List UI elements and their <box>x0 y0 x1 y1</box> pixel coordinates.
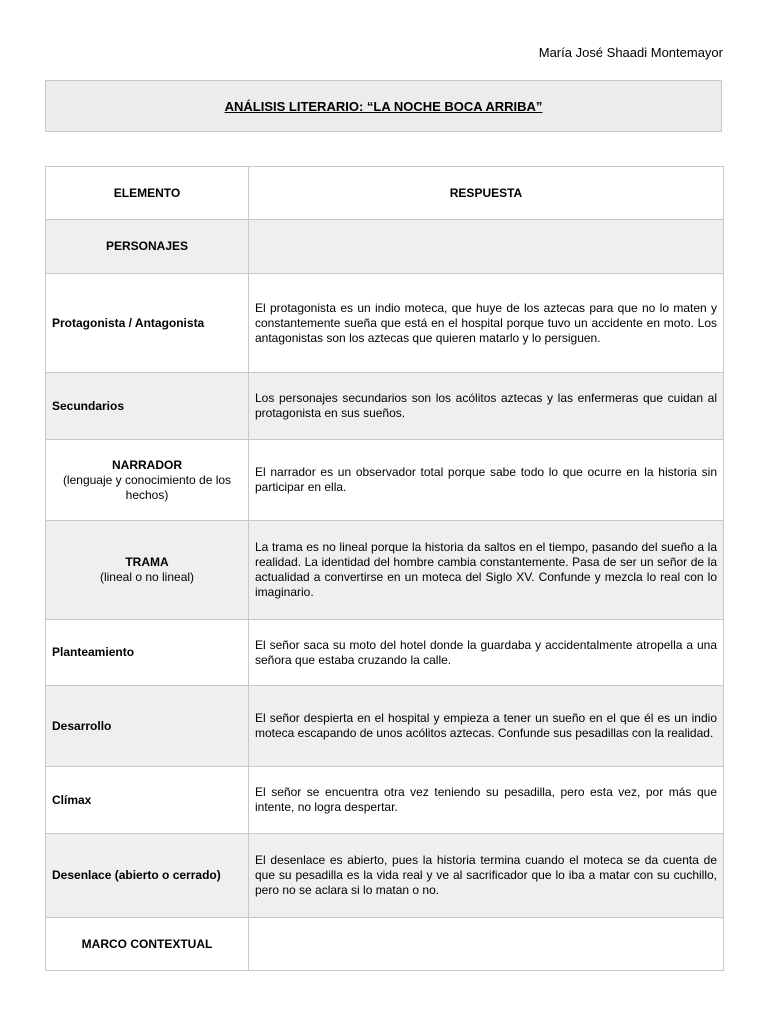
element-label: Secundarios <box>52 398 125 413</box>
row-element <box>46 620 249 686</box>
header-element: ELEMENTO <box>46 167 249 220</box>
table-row <box>46 767 724 834</box>
row-answer: El señor se encuentra otra vez teniendo su pesadilla, pero esta vez, por más que intente, no logra despertar. <box>249 767 724 834</box>
element-sublabel: (lineal o no lineal) <box>99 570 195 584</box>
row-answer: Los personajes secundarios son los acólitos aztecas y las enfermeras que cuidan al protagonista en sus sueños. <box>249 373 724 440</box>
header-answer: RESPUESTA <box>249 167 724 220</box>
table-row <box>46 220 724 274</box>
element-label: PERSONAJES <box>105 239 189 253</box>
element-sublabel: (lenguaje y conocimiento de los hechos) <box>62 472 232 502</box>
row-element <box>46 834 249 918</box>
row-element <box>46 440 249 521</box>
element-label: MARCO CONTEXTUAL <box>81 936 213 951</box>
table-row <box>46 620 724 686</box>
row-answer: El protagonista es un indio moteca, que huye de los aztecas para que no lo maten y constantemente sueña que está en el hospital porque tuvo un accidente en moto. Los antagonistas son los aztecas que quieren matarlo y lo persiguen. <box>249 274 724 373</box>
element-label: Desarrollo <box>52 718 112 733</box>
table-row <box>46 274 724 373</box>
element-label: NARRADOR <box>112 457 182 472</box>
row-answer <box>249 220 724 274</box>
row-answer <box>249 918 724 971</box>
page-title: ANÁLISIS LITERARIO: “LA NOCHE BOCA ARRIBA” <box>224 98 543 114</box>
element-label: Clímax <box>52 792 92 807</box>
table-row <box>46 373 724 440</box>
row-element <box>46 767 249 834</box>
table-row <box>46 918 724 971</box>
row-answer: El señor saca su moto del hotel donde la guardaba y accidentalmente atropella a una señora que estaba cruzando la calle. <box>249 620 724 686</box>
row-element <box>46 918 249 971</box>
table-row <box>46 686 724 767</box>
row-answer: La trama es no lineal porque la historia da saltos en el tiempo, pasando del sueño a la realidad. La identidad del hombre cambia constantemente. Pasa de ser un señor de la actualidad a convertirse en un moteca del Siglo XV. Confunde y mezcla lo real con lo imaginario. <box>249 521 724 620</box>
author-name: María José Shaadi Montemayor <box>538 45 723 60</box>
row-element <box>46 373 249 440</box>
row-element <box>46 220 249 274</box>
table-row <box>46 834 724 918</box>
table-row <box>46 521 724 620</box>
row-element <box>46 274 249 373</box>
table-header-row <box>46 167 724 220</box>
element-label: Protagonista / Antagonista <box>52 315 205 330</box>
element-label: TRAMA <box>125 555 169 569</box>
title-box <box>45 80 722 132</box>
row-element <box>46 686 249 767</box>
row-answer: El narrador es un observador total porque sabe todo lo que ocurre en la historia sin participar en ella. <box>249 440 724 521</box>
element-label: Desenlace (abierto o cerrado) <box>52 868 221 882</box>
table-row <box>46 440 724 521</box>
row-answer: El señor despierta en el hospital y empieza a tener un sueño en el que él es un indio moteca escapando de unos acólitos aztecas. Confunde sus pesadillas con la realidad. <box>249 686 724 767</box>
row-answer: El desenlace es abierto, pues la historia termina cuando el moteca se da cuenta de que su pesadilla es la vida real y ve al sacrificador que lo iba a matar con su cuchillo, pero no se aclara si lo matan o no. <box>249 834 724 918</box>
row-element <box>46 521 249 620</box>
element-label: Planteamiento <box>52 645 135 659</box>
analysis-table <box>45 166 724 971</box>
